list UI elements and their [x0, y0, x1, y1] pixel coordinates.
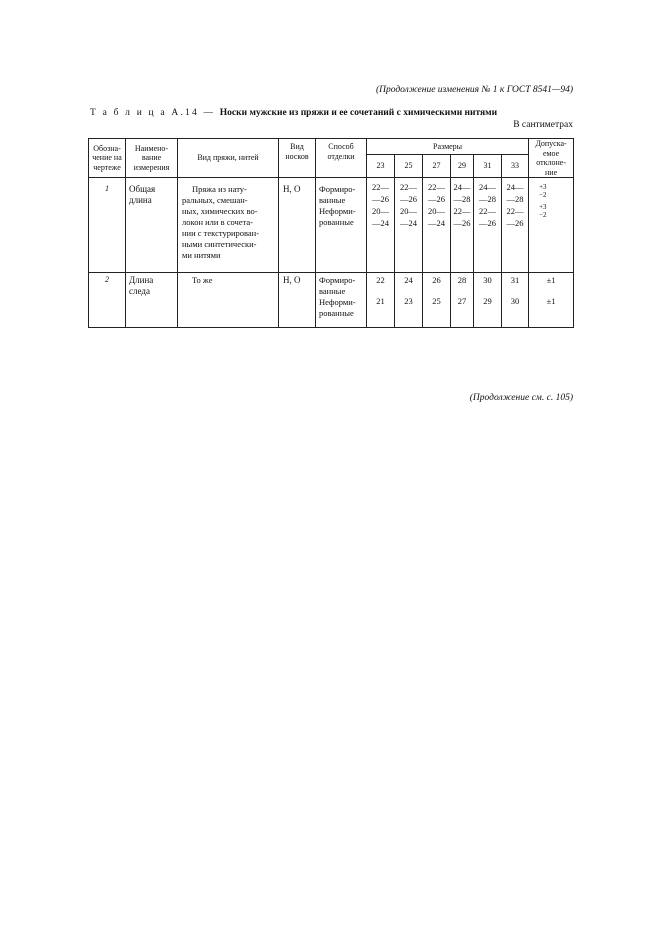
size-value-29	[451, 273, 474, 328]
size-line: —24	[400, 218, 417, 228]
header-tolerance	[529, 139, 574, 178]
size-line: 24—	[506, 182, 524, 192]
finish-method	[316, 178, 367, 273]
sock-type: Н, О	[279, 178, 316, 273]
size-line: 24	[404, 275, 413, 285]
header-text: Обозна-	[93, 143, 121, 153]
size-line: 22—	[372, 182, 389, 192]
header-text: измерения	[133, 162, 170, 172]
size-value-29	[451, 178, 474, 273]
size-line: 25	[432, 296, 441, 306]
size-line: 20—	[372, 206, 389, 216]
continuation-footer-note: (Продолжение см. с. 105)	[469, 393, 573, 403]
header-text: Допуска-	[535, 139, 567, 148]
size-line: 22—	[506, 206, 524, 216]
size-line: 22—	[453, 206, 471, 216]
table-title	[90, 108, 497, 118]
units-label: В сантиметрах	[513, 120, 573, 130]
yarn-line: ных, химических во-	[182, 206, 258, 216]
measure-name-line: следа	[129, 286, 150, 296]
table-row	[89, 178, 574, 273]
size-23: 23	[367, 155, 395, 178]
header-text: Способ	[328, 142, 354, 151]
size-line: 22	[376, 275, 385, 285]
header-measure-name	[126, 139, 178, 178]
yarn-line: То же	[192, 275, 213, 285]
tolerance-line: +3	[539, 183, 547, 191]
size-line: 27	[457, 296, 467, 306]
size-line: 30	[510, 296, 520, 306]
yarn-line: ными синтетически-	[182, 239, 257, 249]
tolerance	[529, 178, 574, 273]
size-line: 20—	[428, 206, 445, 216]
header-text: ние	[545, 167, 558, 177]
measure-name-line: Длина	[129, 275, 154, 285]
size-line: 20—	[400, 206, 417, 216]
yarn-line: Пряжа из нату-	[192, 184, 247, 194]
size-value-31	[474, 178, 502, 273]
size-value-25	[395, 178, 423, 273]
size-line: 28	[457, 275, 467, 285]
yarn-type	[178, 178, 279, 273]
finish-line: Формиро-	[319, 184, 356, 194]
tolerance-line: +3	[539, 203, 547, 211]
row-number: 2	[89, 273, 126, 328]
tolerance-line: −2	[539, 191, 547, 199]
size-line: —28	[453, 194, 471, 204]
size-line: —26	[479, 218, 496, 228]
size-line: 24—	[479, 182, 496, 192]
size-line: 23	[404, 296, 413, 306]
yarn-line: локон или в сочета-	[182, 217, 253, 227]
size-line: —24	[372, 218, 389, 228]
measure-name	[126, 178, 178, 273]
measure-name-line: Общая	[129, 184, 156, 194]
header-designation	[89, 139, 126, 178]
finish-line: Формиро-	[319, 275, 356, 285]
header-text: отклоне-	[536, 158, 566, 167]
finish-line: ванные	[319, 195, 346, 205]
finish-line: ванные	[319, 286, 346, 296]
yarn-line: ральных, смешан-	[182, 195, 248, 205]
tolerance-line: −2	[539, 211, 547, 219]
header-text: носков	[285, 151, 309, 161]
size-line: 29	[483, 296, 492, 306]
header-text: Наимено-	[134, 143, 169, 153]
size-line: —26	[400, 194, 417, 204]
row-number: 1	[89, 178, 126, 273]
size-27: 27	[423, 155, 451, 178]
size-line: —26	[372, 194, 389, 204]
size-value-25	[395, 273, 423, 328]
yarn-type	[178, 273, 279, 328]
header-sock-type	[279, 139, 316, 178]
size-line: 31	[510, 275, 520, 285]
size-line: 24—	[453, 182, 471, 192]
header-text: Вид	[290, 142, 304, 151]
table-header-row	[89, 139, 574, 155]
size-line: 22—	[428, 182, 445, 192]
measure-name-line: длина	[129, 195, 152, 205]
size-31: 31	[474, 155, 502, 178]
sizes-table	[88, 138, 574, 328]
size-line: —26	[428, 194, 445, 204]
size-value-31	[474, 273, 502, 328]
header-finish	[316, 139, 367, 178]
size-line: 30	[483, 275, 492, 285]
table-title-text: Носки мужские из пряжи и ее сочетаний с химическими нитями	[219, 108, 498, 118]
header-text: емое	[542, 148, 560, 158]
size-line: —28	[479, 194, 496, 204]
size-line: —24	[428, 218, 445, 228]
size-line: 22—	[479, 206, 496, 216]
finish-line: рованные	[319, 308, 354, 318]
measure-name	[126, 273, 178, 328]
table-row	[89, 273, 574, 328]
size-33: 33	[502, 155, 529, 178]
size-value-23	[367, 178, 395, 273]
table-title-prefix: Т а б л и ц а А.14 —	[90, 108, 220, 118]
size-25: 25	[395, 155, 423, 178]
size-line: —26	[453, 218, 471, 228]
size-line: 21	[376, 296, 385, 306]
finish-line: Неформи-	[319, 297, 356, 307]
header-text: вание	[141, 153, 162, 163]
size-value-23	[367, 273, 395, 328]
yarn-line: ми нитями	[182, 250, 221, 260]
tolerance	[529, 273, 574, 328]
header-text: чертеже	[93, 162, 121, 172]
finish-line: Неформи-	[319, 206, 356, 216]
header-sizes: Размеры	[367, 139, 529, 155]
continuation-header-note: (Продолжение изменения № 1 к ГОСТ 8541—94)	[375, 85, 573, 95]
size-29: 29	[451, 155, 474, 178]
size-value-33	[502, 178, 529, 273]
finish-line: рованные	[319, 217, 354, 227]
size-line: 22—	[400, 182, 417, 192]
yarn-line: нии с текстурирован-	[182, 228, 260, 238]
tolerance-line: ±1	[546, 296, 556, 306]
size-value-33	[502, 273, 529, 328]
size-value-27	[423, 178, 451, 273]
header-yarn: Вид пряжи, нитей	[178, 139, 279, 178]
tolerance-line: ±1	[546, 275, 556, 285]
sock-type: Н, О	[279, 273, 316, 328]
size-line: —26	[506, 218, 524, 228]
size-value-27	[423, 273, 451, 328]
size-line: —28	[506, 194, 524, 204]
header-text: отделки	[327, 151, 355, 161]
header-text: чение на	[92, 153, 122, 163]
finish-method	[316, 273, 367, 328]
size-line: 26	[432, 275, 441, 285]
